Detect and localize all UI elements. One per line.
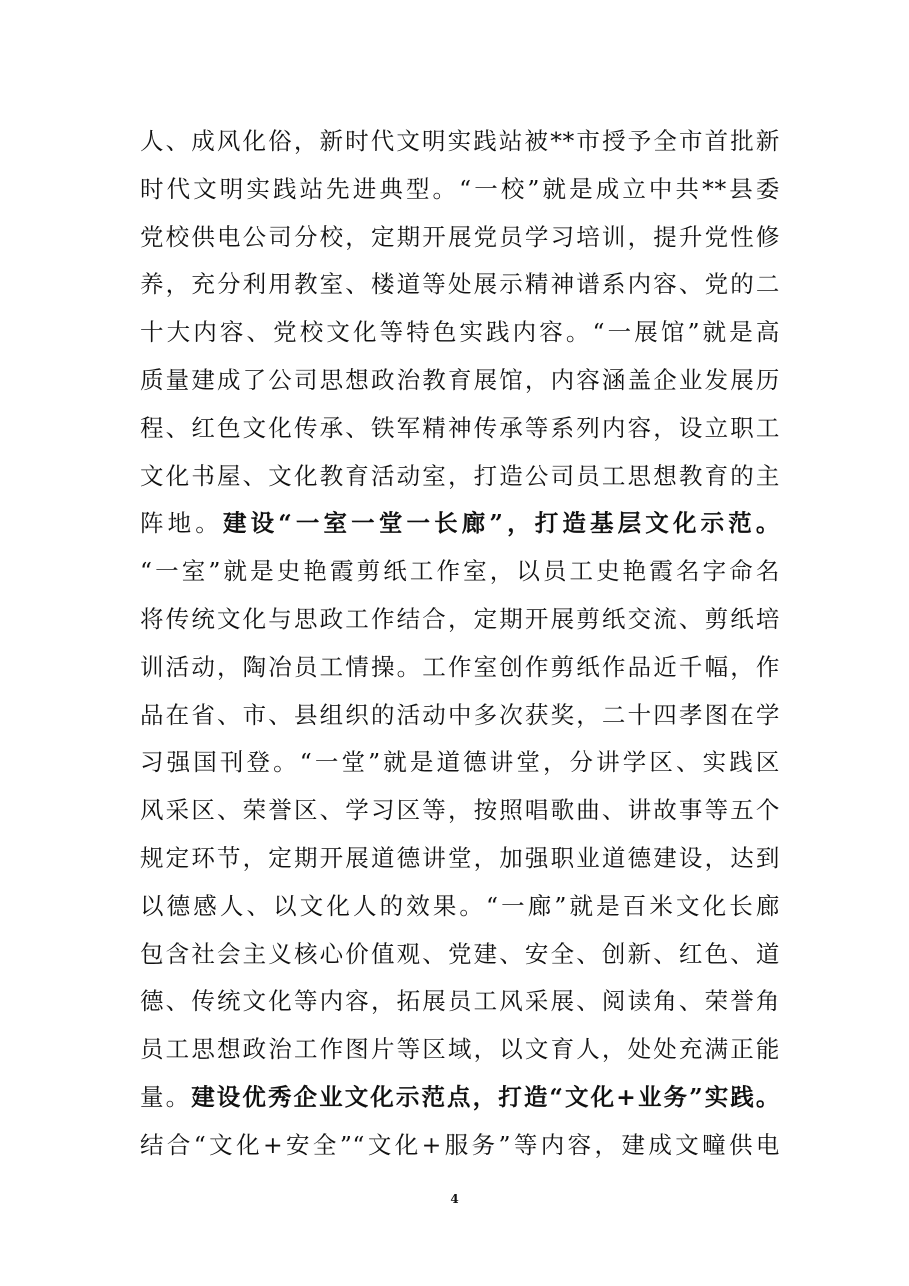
text-line (140, 309, 780, 357)
text-line (140, 692, 780, 740)
body-text-segment: 规定环节，定期开展道德讲堂，加强职业道德建设，达到 (140, 843, 780, 872)
text-line (140, 166, 780, 214)
page-number: 4 (450, 1192, 459, 1206)
text-line (140, 644, 780, 692)
body-text-segment: 包含社会主义核心价值观、党建、安全、创新、红色、道 (140, 939, 780, 968)
text-line (140, 548, 780, 596)
body-text-segment: 质量建成了公司思想政治教育展馆，内容涵盖企业发展历 (140, 365, 780, 394)
text-line (140, 500, 780, 548)
text-line (140, 214, 780, 262)
text-line (140, 835, 780, 883)
text-line (140, 931, 780, 979)
body-text-segment: 以德感人、以文化人的效果。“一廊”就是百米文化长廊 (140, 891, 780, 920)
body-text-segment: 习强国刊登。“一堂”就是道德讲堂，分讲学区、实践区 (140, 748, 780, 777)
text-line (140, 978, 780, 1026)
text-line (140, 1122, 780, 1170)
text-line (140, 1074, 780, 1122)
text-line (140, 787, 780, 835)
text-line (140, 118, 780, 166)
body-text-segment: 时代文明实践站先进典型。“一校”就是成立中共**县委 (140, 174, 780, 203)
text-line (140, 357, 780, 405)
bold-heading-text: 建设“一室一堂一长廊”，打造基层文化示范。 (222, 509, 780, 538)
body-text-segment: 员工思想政治工作图片等区域，以文育人，处处充满正能 (140, 1035, 780, 1064)
text-line (140, 1026, 780, 1074)
body-text-segment: 程、红色文化传承、铁军精神传承等系列内容，设立职工 (140, 413, 780, 442)
body-text-segment: 人、成风化俗，新时代文明实践站被**市授予全市首批新 (140, 127, 780, 155)
body-text-segment: 养，充分利用教室、楼道等处展示精神谱系内容、党的二 (140, 270, 780, 299)
text-line (140, 405, 780, 453)
body-text-segment: 阵地。 (140, 509, 223, 538)
body-text-segment: “一室”就是史艳霞剪纸工作室，以员工史艳霞名字命名 (140, 557, 780, 586)
text-line (140, 883, 780, 931)
text-line (140, 453, 780, 501)
body-text-segment: 品在省、市、县组织的活动中多次获奖，二十四孝图在学 (140, 700, 780, 729)
body-text-segment: 德、传统文化等内容，拓展员工风采展、阅读角、荣誉角 (140, 987, 780, 1016)
body-text-segment: 党校供电公司分校，定期开展党员学习培训，提升党性修 (140, 222, 780, 251)
body-text-segment: 结合“文化+安全”“文化+服务”等内容，建成文疃供电 (140, 1130, 780, 1159)
body-text-segment: 将传统文化与思政工作结合，定期开展剪纸交流、剪纸培 (140, 604, 780, 633)
body-text-segment: 训活动，陶冶员工情操。工作室创作剪纸作品近千幅，作 (140, 652, 780, 681)
body-text-segment: 文化书屋、文化教育活动室，打造公司员工思想教育的主 (140, 461, 780, 490)
text-line (140, 261, 780, 309)
body-text-segment: 风采区、荣誉区、学习区等，按照唱歌曲、讲故事等五个 (140, 796, 780, 825)
text-line (140, 596, 780, 644)
body-text-segment: 量。 (140, 1082, 192, 1111)
body-text-segment: 十大内容、党校文化等特色实践内容。“一展馆”就是高 (140, 318, 780, 347)
body-text (140, 118, 780, 1170)
bold-heading-text: 建设优秀企业文化示范点，打造“文化+业务”实践。 (191, 1082, 780, 1111)
text-line (140, 739, 780, 787)
